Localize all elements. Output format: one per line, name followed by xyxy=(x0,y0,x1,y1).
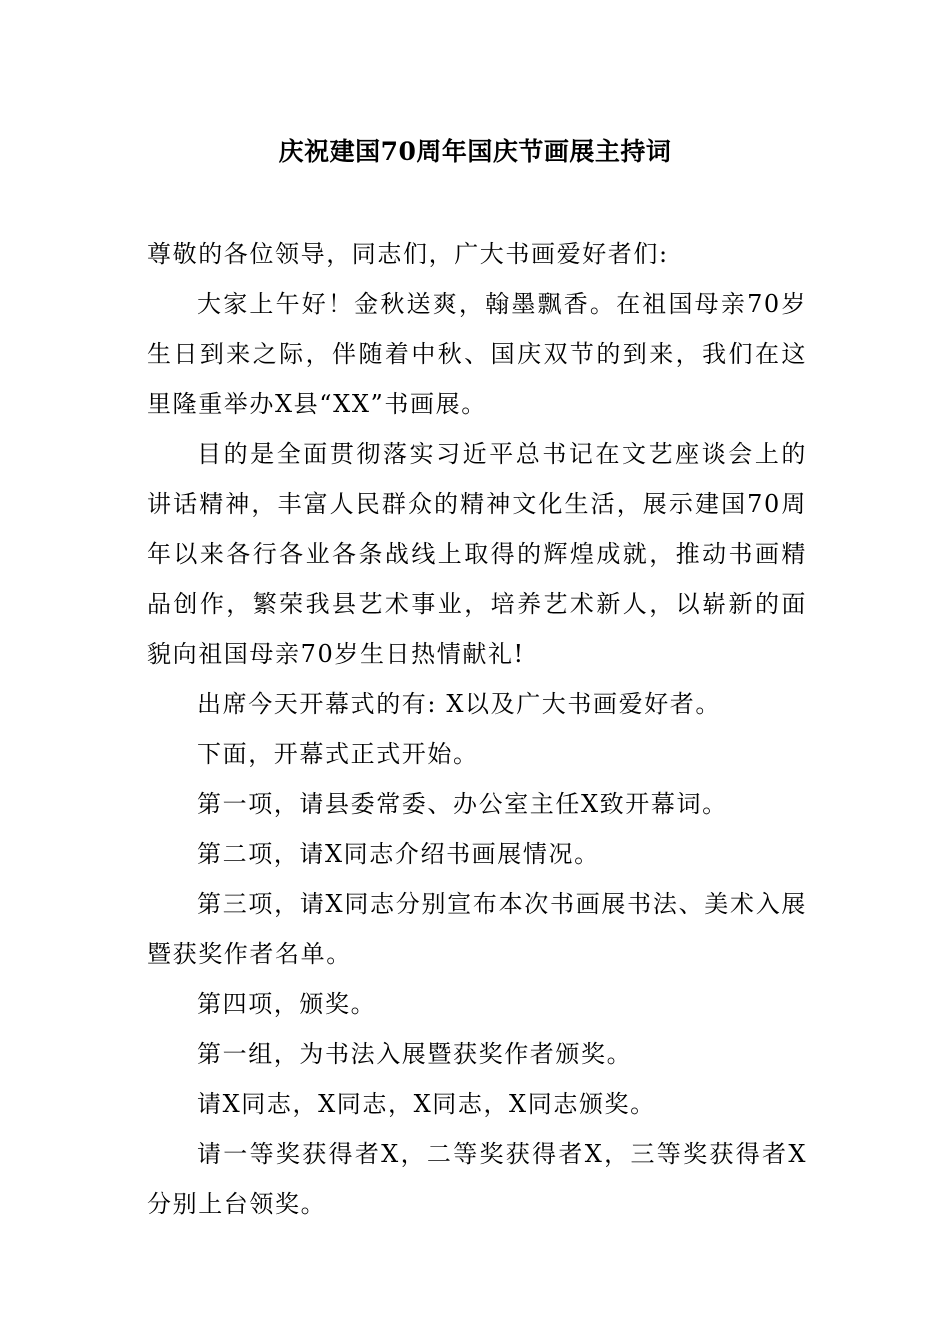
paragraph-presenters: 请X同志，X同志，X同志，X同志颁奖。 xyxy=(197,1090,656,1118)
paragraph-greeting: 大家上午好！金秋送爽，翰墨飘香。在祖国母亲70岁生日到来之际，伴随着中秋、国庆双节的到来，我们在这里隆重举办X县“XX”书画展。 xyxy=(147,290,807,418)
paragraph-item-4: 第四项，颁奖。 xyxy=(197,990,377,1018)
paragraph-attendees: 出席今天开幕式的有: X以及广大书画爱好者。 xyxy=(197,690,721,718)
paragraph-opening: 下面，开幕式正式开始。 xyxy=(197,740,479,768)
salutation: 尊敬的各位领导，同志们，广大书画爱好者们: xyxy=(147,240,669,268)
paragraph-item-2: 第二项，请X同志介绍书画展情况。 xyxy=(197,840,600,868)
paragraph-purpose: 目的是全面贯彻落实习近平总书记在文艺座谈会上的讲话精神，丰富人民群众的精神文化生活，展示建国70周年以来各行各业各条战线上取得的辉煌成就，推动书画精品创作，繁荣我县艺术事业，培养艺术新人，以崭新的面貌向祖国母亲70岁生日热情献礼! xyxy=(147,440,807,668)
paragraph-item-1: 第一项，请县委常委、办公室主任X致开幕词。 xyxy=(197,790,728,818)
document-body xyxy=(147,229,807,1229)
paragraph-group-1: 第一组，为书法入展暨获奖作者颁奖。 xyxy=(197,1040,633,1068)
document-title: 庆祝建国70周年国庆节画展主持词 xyxy=(278,137,672,166)
paragraph-winners: 请一等奖获得者X，二等奖获得者X，三等奖获得者X分别上台领奖。 xyxy=(147,1140,807,1218)
paragraph-item-3: 第三项，请X同志分别宣布本次书画展书法、美术入展暨获奖作者名单。 xyxy=(147,890,807,968)
